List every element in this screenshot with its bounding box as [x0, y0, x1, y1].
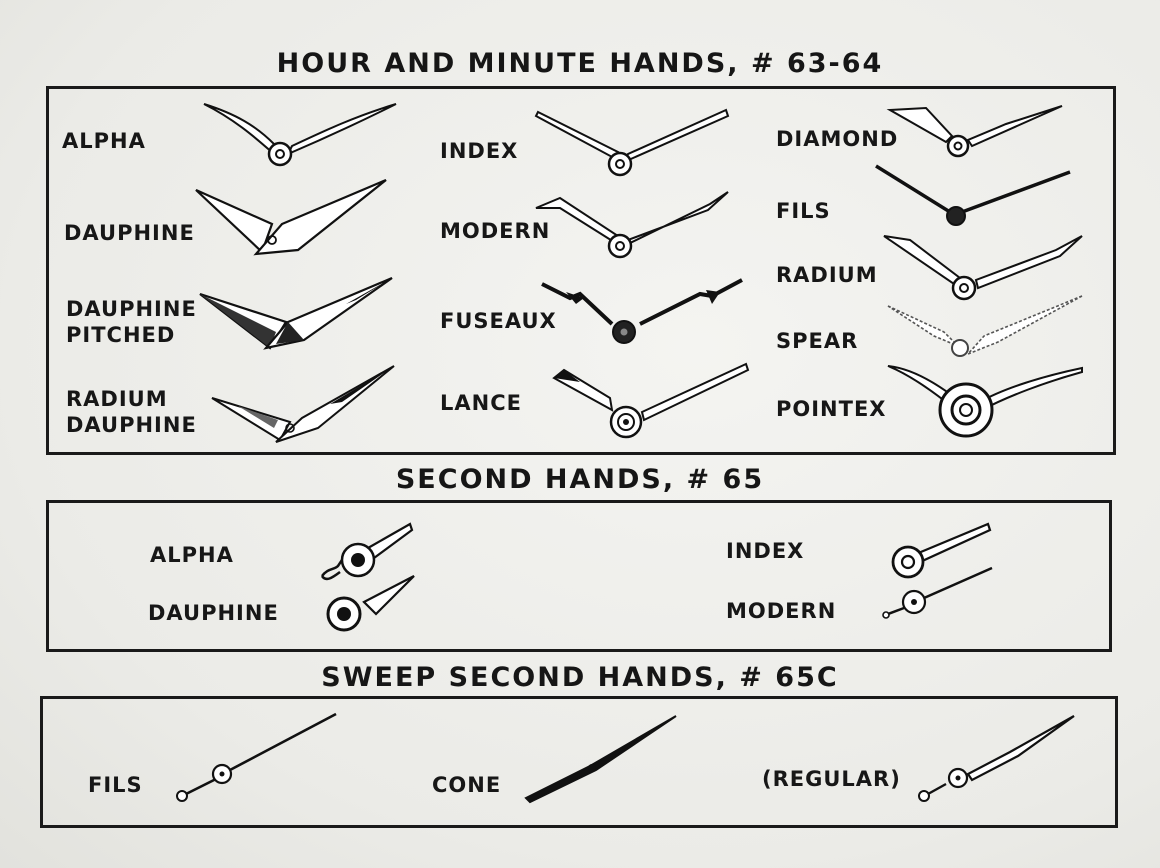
modern-second-hand-icon: [880, 564, 1000, 622]
lance-hand-icon: [550, 358, 750, 442]
label-second-alpha: ALPHA: [150, 543, 234, 567]
label-radium-dauphine: RADIUM DAUPHINE: [66, 387, 197, 437]
cone-sweep-hand-icon: [520, 712, 682, 804]
diamond-hand-icon: [886, 100, 1066, 164]
hour-minute-hands-title: HOUR AND MINUTE HANDS, # 63-64: [276, 48, 884, 79]
dauphine-pitched-hand-icon: [196, 274, 396, 354]
label-spear: SPEAR: [776, 329, 859, 353]
pointex-hand-icon: [884, 358, 1088, 442]
label-fils: FILS: [776, 199, 831, 223]
fils-hand-icon: [870, 162, 1074, 238]
index-hand-icon: [534, 104, 730, 184]
label-radium: RADIUM: [776, 263, 878, 287]
label-diamond: DIAMOND: [776, 127, 899, 151]
label-sweep-regular: (REGULAR): [762, 767, 901, 791]
radium-dauphine-hand-icon: [208, 362, 398, 446]
label-second-dauphine: DAUPHINE: [148, 601, 279, 625]
label-lance: LANCE: [440, 391, 522, 415]
alpha-hand-icon: [196, 96, 406, 176]
dauphine-second-hand-icon: [320, 572, 420, 638]
sweep-second-hands-title: SWEEP SECOND HANDS, # 65C: [321, 662, 839, 693]
label-fuseaux: FUSEAUX: [440, 309, 557, 333]
spear-hand-icon: [884, 292, 1086, 362]
dauphine-hand-icon: [192, 176, 392, 260]
label-dauphine-pitched: DAUPHINE PITCHED: [66, 297, 197, 347]
label-index: INDEX: [440, 139, 519, 163]
label-alpha: ALPHA: [62, 129, 146, 153]
label-second-index: INDEX: [726, 539, 805, 563]
modern-hand-icon: [532, 188, 732, 268]
regular-sweep-hand-icon: [914, 712, 1080, 804]
label-sweep-cone: CONE: [432, 773, 502, 797]
label-sweep-fils: FILS: [88, 773, 143, 797]
label-modern: MODERN: [440, 219, 551, 243]
fils-sweep-hand-icon: [172, 710, 342, 802]
label-second-modern: MODERN: [726, 599, 837, 623]
label-pointex: POINTEX: [776, 397, 887, 421]
second-hands-title: SECOND HANDS, # 65: [395, 464, 765, 495]
fuseaux-hand-icon: [540, 274, 744, 354]
label-dauphine: DAUPHINE: [64, 221, 195, 245]
